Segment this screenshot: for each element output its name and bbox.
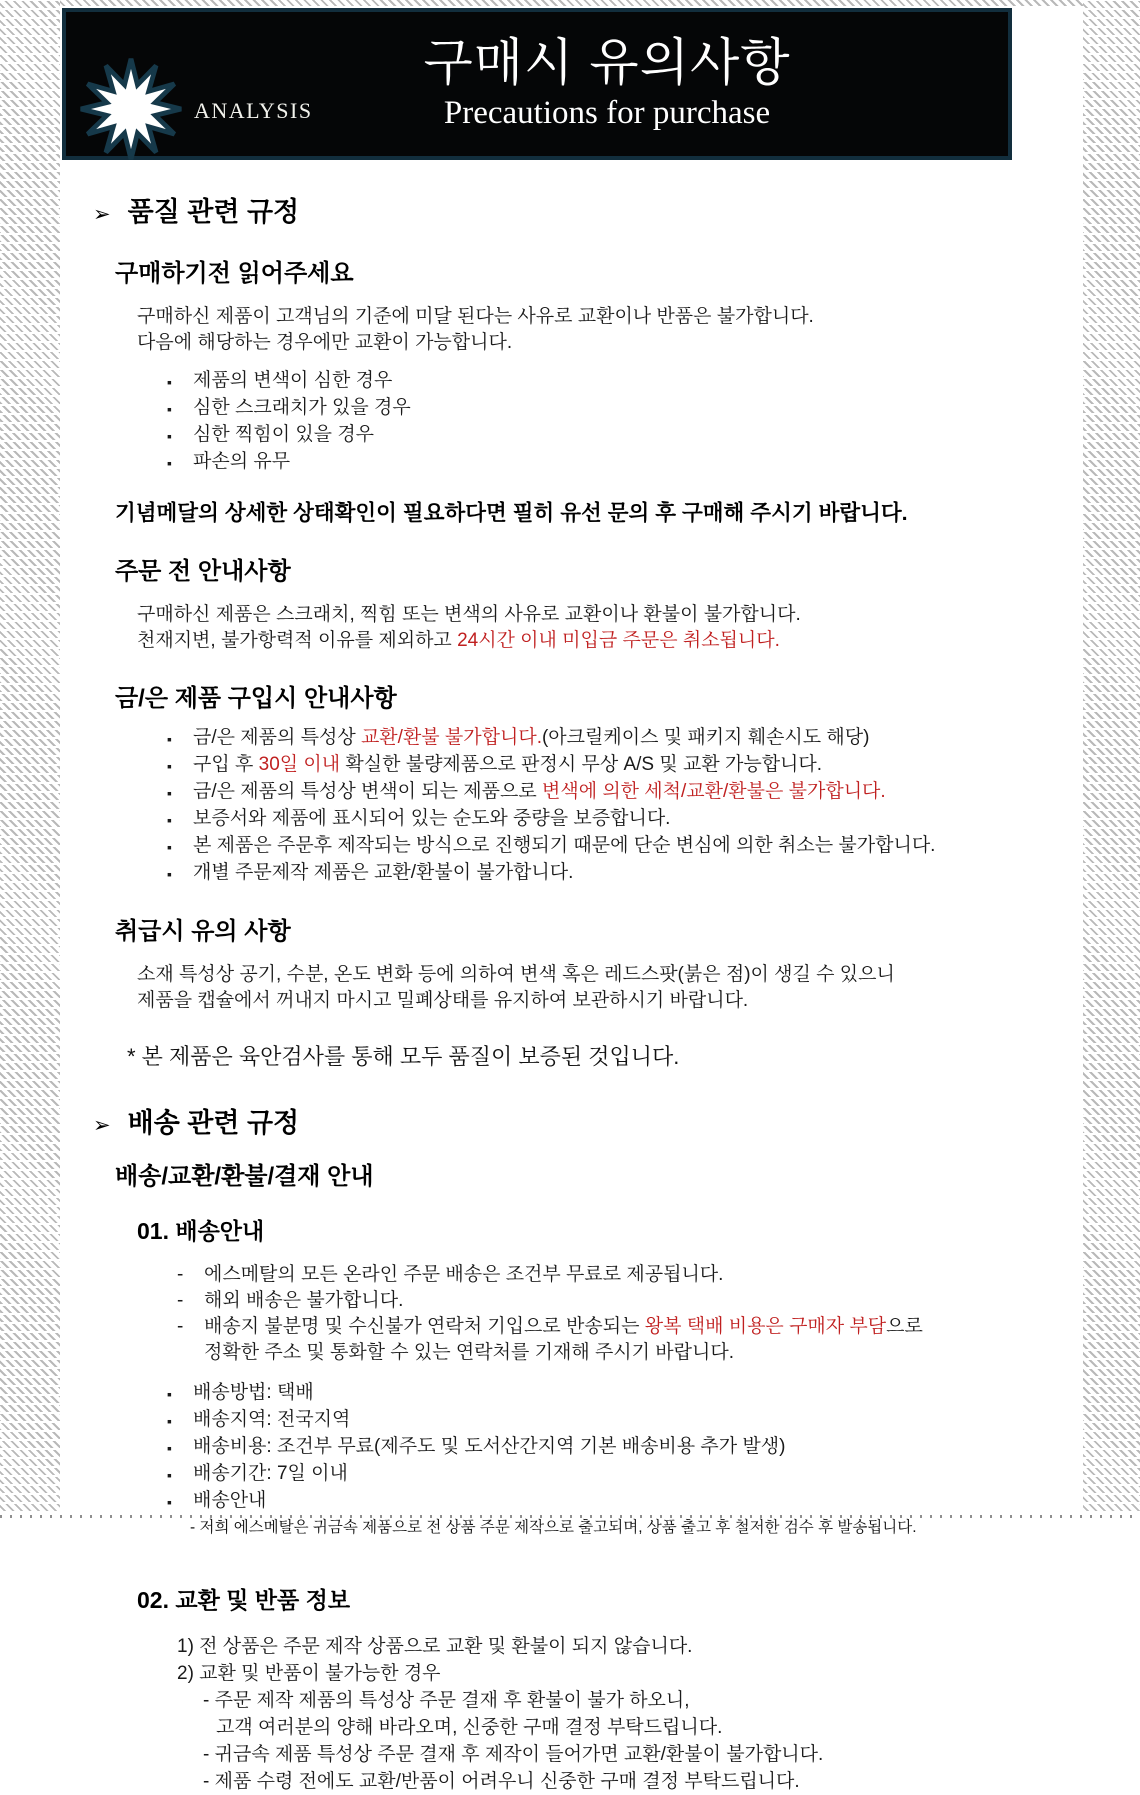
list-item [167, 449, 1083, 476]
list-text: 배송비용: 조건부 무료(제주도 및 도서산간지역 기본 배송비용 추가 발생) [193, 1436, 786, 1457]
subheading-shipping-guide: 배송/교환/환불/결재 안내 [115, 1163, 374, 1190]
square-bullet-icon: ▪ [167, 455, 172, 471]
left-hatch-border [0, 0, 60, 1513]
red-highlight: 30일 이내 [258, 754, 341, 775]
section-heading-quality [93, 190, 1083, 229]
heading-exchange-info: 02. 교환 및 반품 정보 [137, 1587, 351, 1613]
delivery-note: - 저희 에스메탈은 귀금속 제품으로 전 상품 주문 제작으로 출고되며, 상품 출고 후 철저한 검수 후 발송됩니다. [190, 1519, 917, 1536]
list-text: 구입 후 30일 이내 확실한 불량제품으로 판정시 무상 A/S 및 교환 가능합니다. [193, 754, 823, 775]
list-item [167, 1461, 1083, 1488]
text-line: 다음에 해당하는 경우에만 교환이 가능합니다. [137, 332, 513, 353]
list-item [167, 833, 1083, 860]
list-text: 개별 주문제작 제품은 교환/환불이 불가합니다. [193, 862, 574, 883]
right-hatch-border [1083, 0, 1140, 1513]
paragraph [137, 962, 1083, 1014]
list-item [167, 806, 1083, 833]
list-item [167, 860, 1083, 887]
paragraph [137, 602, 1083, 654]
square-bullet-icon: ▪ [167, 812, 172, 828]
numbered-item: 1) 전 상품은 주문 제작 상품으로 교환 및 환불이 되지 않습니다. [177, 1636, 693, 1657]
header-banner [62, 8, 1012, 160]
square-bullet-icon: ▪ [167, 1467, 172, 1483]
sub-item: - 귀금속 제품 특성상 주문 결재 후 제작이 들어가면 교환/환불이 불가합니다. [203, 1744, 824, 1765]
text-line: 소재 특성상 공기, 수분, 온도 변화 등에 의하여 변색 혹은 레드스팟(붉은 점)이 생길 수 있으니 [137, 964, 895, 985]
list-item [167, 1407, 1083, 1434]
subheading-gold-silver: 금/은 제품 구입시 안내사항 [115, 685, 397, 712]
list-text: 심한 스크래치가 있을 경우 [193, 397, 411, 418]
list-text: 심한 찍힘이 있을 경우 [193, 424, 375, 445]
section-title: 배송 관련 규정 [127, 1108, 300, 1138]
list-item [167, 725, 1083, 752]
square-bullet-icon: ▪ [167, 785, 172, 801]
subheading-read-before: 구매하기전 읽어주세요 [115, 260, 354, 287]
square-bullet-icon: ▪ [167, 401, 172, 417]
square-bullet-icon: ▪ [167, 1494, 172, 1510]
list-text: 제품의 변색이 심한 경우 [193, 370, 393, 391]
sub-item: 고객 여러분의 양해 바라오며, 신중한 구매 결정 부탁드립니다. [216, 1717, 723, 1738]
sub-item: - 제품 수령 전에도 교환/반품이 어려우니 신중한 구매 결정 부탁드립니다. [203, 1771, 800, 1792]
red-highlight: 24시간 이내 미입금 주문은 취소됩니다. [457, 630, 780, 651]
list-item [167, 368, 1083, 395]
list-item [167, 1380, 1083, 1407]
heading-delivery-info: 01. 배송안내 [137, 1218, 265, 1244]
square-bullet-icon: ▪ [167, 731, 172, 747]
square-bullet-icon: ▪ [167, 758, 172, 774]
square-bullet-icon: ▪ [167, 839, 172, 855]
text-line: 구매하신 제품이 고객님의 기준에 미달 된다는 사유로 교환이나 반품은 불가합니다. [137, 306, 814, 327]
square-bullet-icon: ▪ [167, 1386, 172, 1402]
page-title: 구매시 유의사항 [423, 34, 791, 91]
red-highlight: 변색에 의한 세척/교환/환불은 불가합니다. [541, 781, 886, 802]
red-highlight: 왕복 택배 비용은 구매자 부담 [644, 1316, 887, 1337]
red-highlight: 교환/환불 불가합니다. [360, 727, 542, 748]
list-text: 배송기간: 7일 이내 [193, 1463, 348, 1484]
sub-item: - 주문 제작 제품의 특성상 주문 결재 후 환불이 불가 하오니, [203, 1690, 690, 1711]
list-text: 금/은 제품의 특성상 교환/환불 불가합니다.(아크릴케이스 및 패키지 훼손시도 해당) [193, 727, 870, 748]
arrowhead-icon: ➢ [93, 1114, 111, 1137]
dash-bullet: - [177, 1290, 184, 1311]
subheading-handling: 취급시 유의 사항 [115, 918, 291, 945]
list-text: 본 제품은 주문후 제작되는 방식으로 진행되기 때문에 단순 변심에 의한 취소는 불가합니다. [193, 835, 936, 856]
list-item [167, 1488, 1083, 1515]
list-item [177, 1262, 1083, 1288]
list-text: 금/은 제품의 특성상 변색이 되는 제품으로 변색에 의한 세척/교환/환불은 불가합니다. [193, 781, 886, 802]
top-hatch-border [0, 0, 1140, 8]
list-item [167, 395, 1083, 422]
brand-text: ANALYSIS [194, 98, 313, 123]
list-item [167, 1434, 1083, 1461]
dash-bullet: - [177, 1316, 184, 1337]
list-text: 배송지역: 전국지역 [193, 1409, 351, 1430]
square-bullet-icon: ▪ [167, 1413, 172, 1429]
list-item [167, 779, 1083, 806]
text-line: 제품을 캡슐에서 꺼내지 마시고 밀폐상태를 유지하여 보관하시기 바랍니다. [137, 990, 749, 1011]
list-item [177, 1288, 1083, 1314]
list-text: 보증서와 제품에 표시되어 있는 순도와 중량을 보증합니다. [193, 808, 671, 829]
important-notice: 기념메달의 상세한 상태확인이 필요하다면 필히 유선 문의 후 구매해 주시기 바랍니다. [115, 501, 908, 525]
square-bullet-icon: ▪ [167, 1440, 172, 1456]
quality-footnote: * 본 제품은 육안검사를 통해 모두 품질이 보증된 것입니다. [127, 1044, 680, 1069]
numbered-item: 2) 교환 및 반품이 불가능한 경우 [177, 1663, 441, 1684]
square-bullet-icon: ▪ [167, 428, 172, 444]
starburst-icon [78, 56, 184, 162]
list-text: 해외 배송은 불가합니다. [204, 1290, 404, 1311]
section-title: 품질 관련 규정 [127, 197, 300, 227]
page-subtitle: Precautions for purchase [443, 94, 771, 131]
text-line: 천재지변, 불가항력적 이유를 제외하고 24시간 이내 미입금 주문은 취소됩니다. [137, 630, 780, 651]
banner-titles [366, 34, 848, 132]
content-area [60, 8, 1083, 1795]
paragraph [137, 304, 1083, 356]
subheading-before-order: 주문 전 안내사항 [115, 558, 291, 585]
square-bullet-icon: ▪ [167, 866, 172, 882]
list-text: 배송지 불분명 및 수신불가 연락처 기입으로 반송되는 왕복 택배 비용은 구매자 부담으로 정확한 주소 및 통화할 수 있는 연락처를 기재해 주시기 바랍니다. [204, 1316, 923, 1363]
list-text: 배송안내 [193, 1490, 267, 1511]
list-text: 에스메탈의 모든 온라인 주문 배송은 조건부 무료로 제공됩니다. [204, 1264, 724, 1285]
list-text: 파손의 유무 [193, 451, 291, 472]
text-line: 구매하신 제품은 스크래치, 찍힘 또는 변색의 사유로 교환이나 환불이 불가합니다. [137, 604, 801, 625]
section-heading-shipping [93, 1101, 1083, 1140]
list-item [167, 422, 1083, 449]
list-item [177, 1314, 1083, 1366]
arrowhead-icon: ➢ [93, 203, 111, 226]
list-text: 배송방법: 택배 [193, 1382, 314, 1403]
dash-bullet: - [177, 1264, 184, 1285]
square-bullet-icon: ▪ [167, 374, 172, 390]
list-item [167, 752, 1083, 779]
